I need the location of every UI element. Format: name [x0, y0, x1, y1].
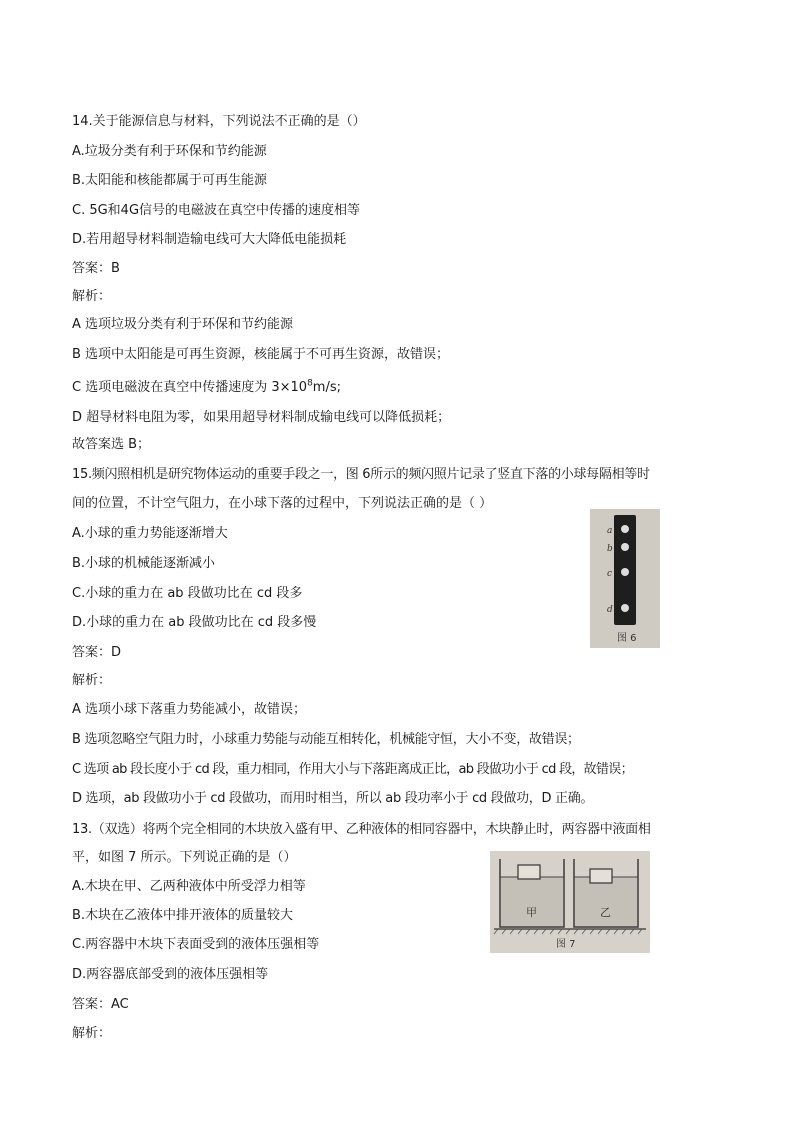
q15-stem-line1: 15.频闪照相机是研究物体运动的重要手段之一，图 6所示的频闪照片记录了竖直下落的小球每隔相等时 [72, 467, 650, 482]
q14-stem: 14.关于能源信息与材料，下列说法不正确的是（） [72, 114, 366, 129]
q15-analysis-b: B 选项忽略空气阻力时，小球重力势能与动能互相转化，机械能守恒，大小不变，故错误； [72, 732, 580, 747]
q13-stem-line1: 13.（双选）将两个完全相同的木块放入盛有甲、乙种液体的相同容器中，木块静止时，两容器中液面相 [72, 822, 651, 837]
q13-answer: 答案：AC [72, 997, 129, 1012]
figure-7-label-yi: 乙 [600, 906, 611, 919]
q13-stem-line2: 平，如图 7 所示。下列说正确的是（） [72, 850, 297, 865]
q13-option-c: C.两容器中木块下表面受到的液体压强相等 [72, 937, 320, 952]
q14-option-a: A.垃圾分类有利于环保和节约能源 [72, 144, 267, 159]
q13-analysis-label: 解析： [72, 1026, 112, 1041]
figure-6-label-b: b [607, 544, 613, 554]
q14-analysis-c-exponent: 8 [307, 378, 313, 389]
q15-option-c: C.小球的重力在 ab 段做功比在 cd 段多 [72, 586, 303, 601]
q14-option-b: B.太阳能和核能都属于可再生能源 [72, 173, 268, 188]
q14-analysis-d: D 超导材料电阻为零，如果用超导材料制成输电线可以降低损耗； [72, 410, 451, 425]
q14-analysis-c [72, 379, 341, 397]
q14-answer: 答案：B [72, 261, 120, 276]
q14-analysis-c-text: C 选项电磁波在真空中传播速度为 3×10 [72, 380, 308, 395]
q14-conclusion: 故答案选 B； [72, 437, 151, 452]
q14-option-d: D.若用超导材料制造输电线可大大降低电能损耗 [72, 232, 347, 247]
q14-analysis-label: 解析： [72, 289, 112, 304]
figure-6-caption: 图 6 [617, 633, 637, 644]
figure-6-label-d: d [607, 605, 613, 615]
figure-6-label-a: a [607, 526, 613, 536]
q15-option-b: B.小球的机械能逐渐减小 [72, 556, 216, 571]
q15-analysis-c: C 选项 ab 段长度小于 cd 段，重力相同，作用大小与下落距离成正比，ab 段做功小于 cd 段，故错误； [72, 762, 633, 777]
q14-analysis-b: B 选项中太阳能是可再生资源，核能属于不可再生资源，故错误； [72, 347, 450, 362]
figure-6-photo [590, 509, 660, 648]
q14-analysis-a: A 选项垃圾分类有利于环保和节约能源 [72, 317, 294, 332]
q15-option-a: A.小球的重力势能逐渐增大 [72, 526, 228, 541]
q15-analysis-d: D 选项，ab 段做功小于 cd 段做功，而用时相当，所以 ab 段功率小于 cd 段做功，D 正确。 [72, 791, 594, 806]
q13-option-a: A.木块在甲、乙两种液体中所受浮力相等 [72, 879, 306, 894]
q15-answer: 答案：D [72, 645, 122, 660]
q14-option-c: C. 5G和4G信号的电磁波在真空中传播的速度相等 [72, 203, 361, 218]
q15-analysis-label: 解析： [72, 673, 112, 688]
figure-7-label-jia: 甲 [526, 906, 537, 919]
figure-7-photo [490, 851, 650, 953]
q13-option-d: D.两容器底部受到的液体压强相等 [72, 967, 269, 982]
q15-stem-line2: 间的位置，不计空气阻力，在小球下落的过程中，下列说法正确的是（ ） [72, 496, 493, 511]
figure-7-caption: 图 7 [556, 939, 576, 950]
q14-analysis-c-unit: m/s; [312, 380, 341, 395]
q15-analysis-a: A 选项小球下落重力势能减小，故错误； [72, 702, 307, 717]
q15-option-d: D.小球的重力在 ab 段做功比在 cd 段多慢 [72, 615, 317, 630]
figure-6-label-c: c [607, 569, 613, 579]
q13-option-b: B.木块在乙液体中排开液体的质量较大 [72, 908, 294, 923]
